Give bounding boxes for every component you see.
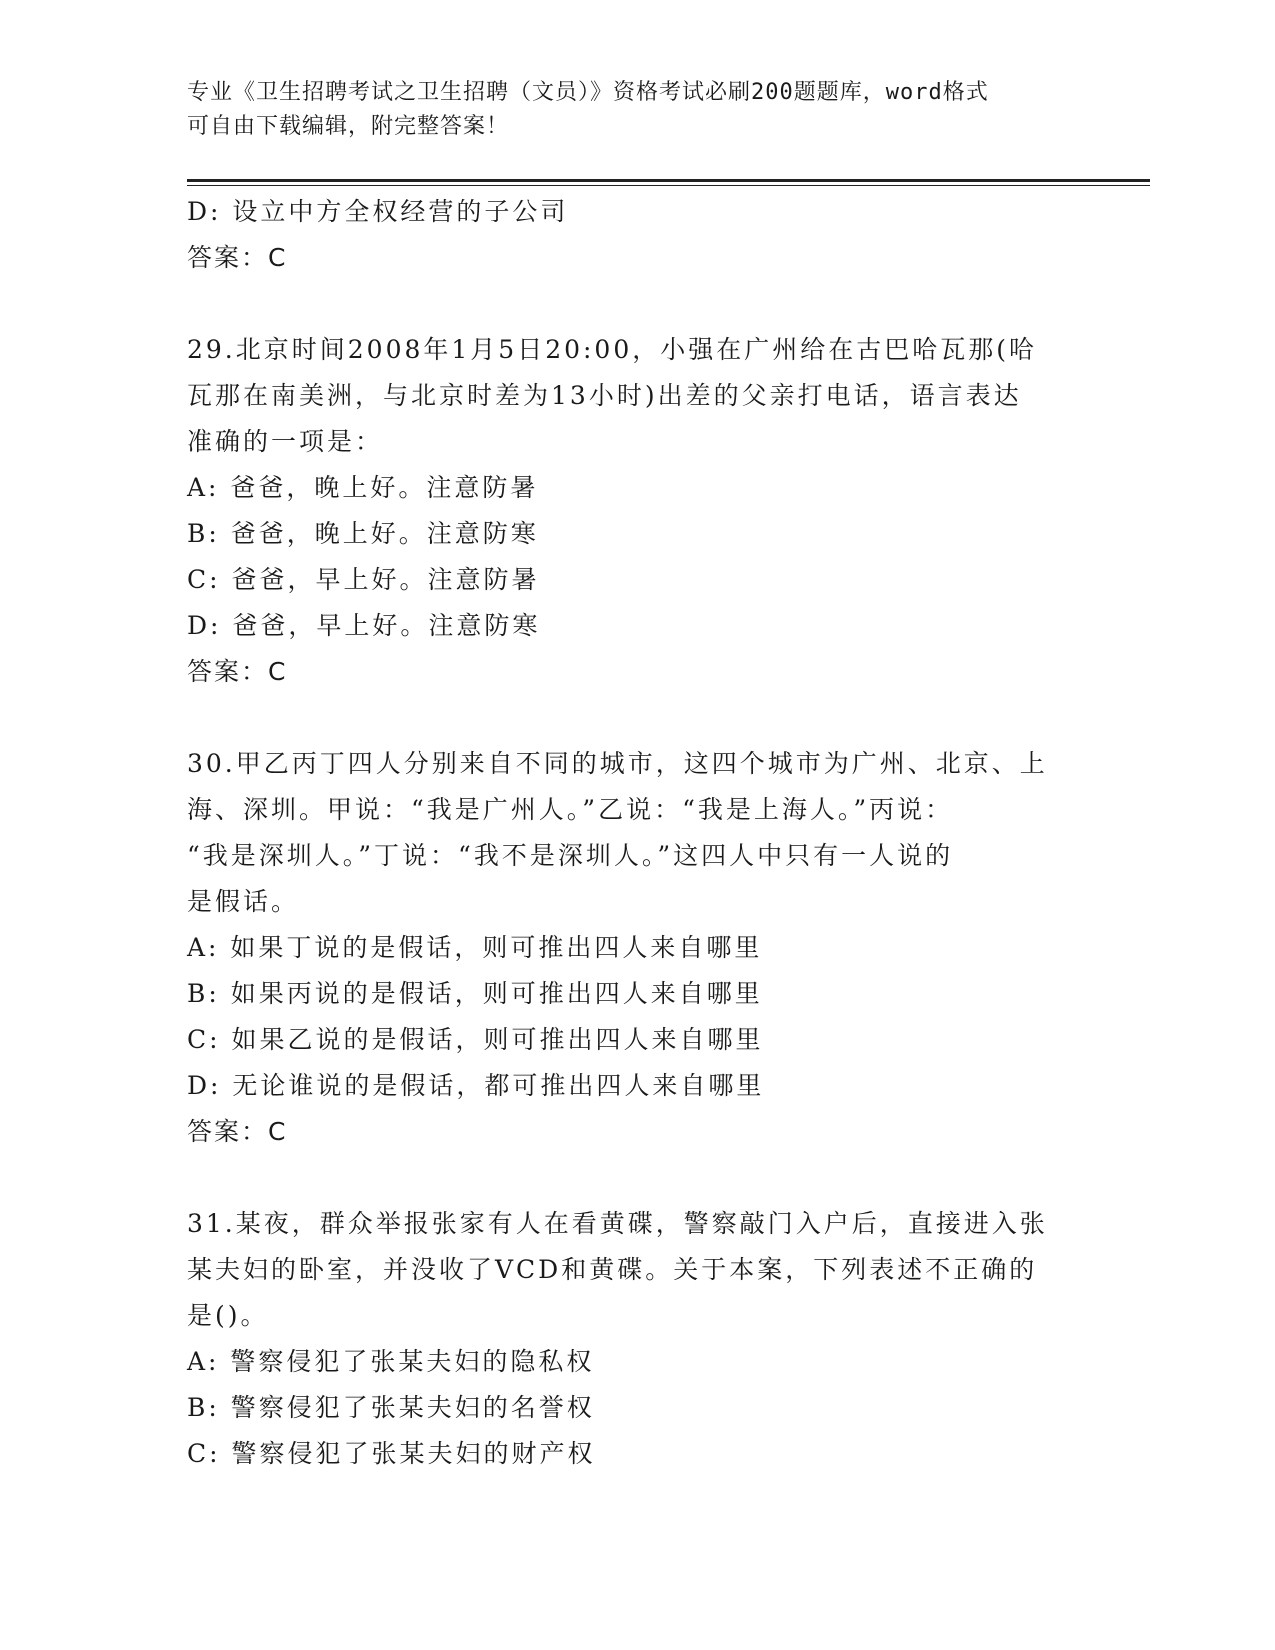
header-line-1: 专业《卫生招聘考试之卫生招聘（文员）》资格考试必刷200题题库，word格式 bbox=[187, 80, 989, 105]
question-stem-line: 是假话。 bbox=[187, 887, 300, 916]
header-line-2: 可自由下载编辑，附完整答案！ bbox=[187, 114, 510, 139]
question-stem-line: 准确的一项是： bbox=[187, 427, 384, 456]
option-d: D: 无论谁说的是假话，都可推出四人来自哪里 bbox=[187, 1071, 765, 1100]
question-stem-line: 31.某夜，群众举报张家有人在看黄碟，警察敲门入户后，直接进入张 bbox=[187, 1209, 1048, 1238]
option-d: D: 设立中方全权经营的子公司 bbox=[187, 197, 569, 226]
question-stem-line: 30.甲乙丙丁四人分别来自不同的城市，这四个城市为广州、北京、上 bbox=[187, 749, 1048, 778]
document-header bbox=[187, 76, 1087, 144]
header-divider-thick bbox=[187, 179, 1150, 182]
option-b: B: 爸爸，晚上好。注意防寒 bbox=[187, 519, 539, 548]
answer-line: 答案：C bbox=[187, 1117, 288, 1146]
option-a: A: 爸爸，晚上好。注意防暑 bbox=[187, 473, 539, 502]
question-31 bbox=[187, 1201, 1087, 1477]
option-b: B: 如果丙说的是假话，则可推出四人来自哪里 bbox=[187, 979, 763, 1008]
option-c: C: 如果乙说的是假话，则可推出四人来自哪里 bbox=[187, 1025, 764, 1054]
question-30 bbox=[187, 741, 1087, 1155]
question-stem-line: 某夫妇的卧室，并没收了VCD和黄碟。关于本案，下列表述不正确的 bbox=[187, 1255, 1038, 1284]
answer-line: 答案：C bbox=[187, 243, 288, 272]
question-stem-line: “我是深圳人。”丁说：“我不是深圳人。”这四人中只有一人说的 bbox=[187, 841, 954, 870]
option-b: B: 警察侵犯了张某夫妇的名誉权 bbox=[187, 1393, 595, 1422]
option-d: D: 爸爸，早上好。注意防寒 bbox=[187, 611, 541, 640]
question-stem-line: 瓦那在南美洲，与北京时差为13小时)出差的父亲打电话，语言表达 bbox=[187, 381, 1022, 410]
header-divider-thin bbox=[187, 185, 1150, 186]
question-stem-line: 海、深圳。甲说：“我是广州人。”乙说：“我是上海人。”丙说： bbox=[187, 795, 954, 824]
option-c: C: 警察侵犯了张某夫妇的财产权 bbox=[187, 1439, 596, 1468]
option-c: C: 爸爸，早上好。注意防暑 bbox=[187, 565, 540, 594]
question-29 bbox=[187, 327, 1087, 695]
question-stem-line: 29.北京时间2008年1月5日20:00，小强在广州给在古巴哈瓦那(哈 bbox=[187, 335, 1037, 364]
document-body bbox=[187, 189, 1087, 1477]
question-stem-line: 是()。 bbox=[187, 1301, 269, 1330]
option-a: A: 如果丁说的是假话，则可推出四人来自哪里 bbox=[187, 933, 763, 962]
previous-question-tail bbox=[187, 189, 1087, 281]
answer-line: 答案：C bbox=[187, 657, 288, 686]
option-a: A: 警察侵犯了张某夫妇的隐私权 bbox=[187, 1347, 595, 1376]
